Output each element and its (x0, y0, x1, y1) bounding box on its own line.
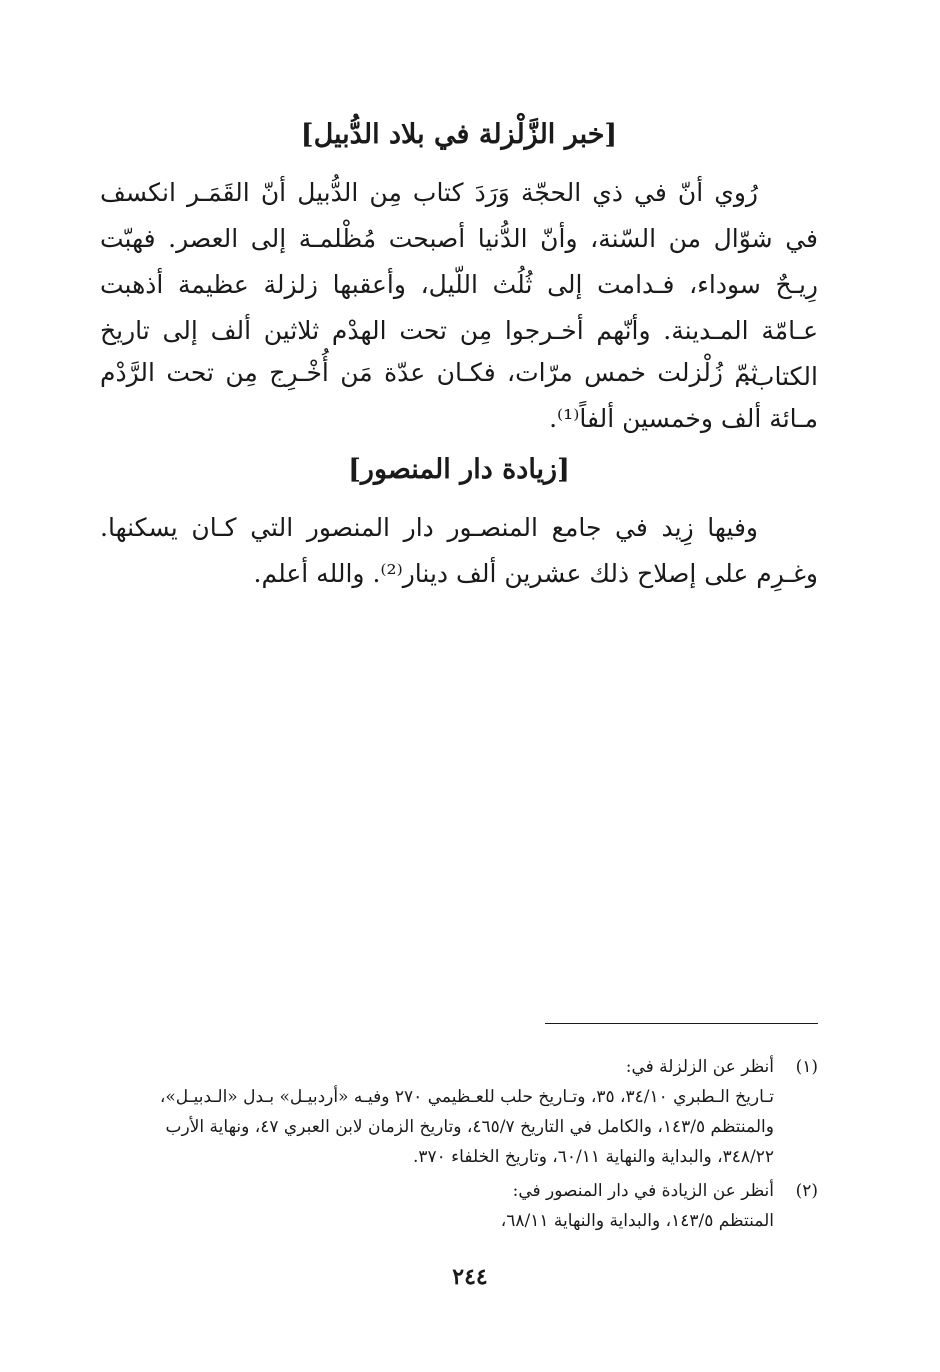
footnote-number: (١) (795, 1057, 818, 1077)
footnote-1 (100, 1052, 818, 1172)
footnote-line: المنتظم ١٤٣/٥، والبداية والنهاية ٦٨/١١، (500, 1211, 774, 1231)
footnote-line: ٣٤٨/٢٢، والبداية والنهاية ٦٠/١١، وتاريخ الخلفاء ٣٧٠. (412, 1147, 774, 1167)
paragraph-earthquake-aftershocks: ثمّ زُلْزلت خمس مرّات، فكـان عدّة مَن أُخْـرِج مِن تحت الرَّدْم مـائة ألف وخمسين ألفاً⁽¹⁾. (100, 358, 818, 433)
section-heading-mansur-house: [زيادة دار المنصور] (348, 454, 570, 485)
paragraph-earthquake-report: رُوي أنّ في ذي الحجّة وَرَدَ كتاب مِن الدُّبيل أنّ القَمَـر انكسف في شوّال من السّنة، وأنّ الدُّنيا أصبحت مُظْلمـة إلى العصر. فهبّت رِيـحٌ سوداء، فـدامت إلى ثُلُث اللّيل، وأعقبها زلزلة عظيمة أذهبت عـامّة المـدينة. وأنّهم أخـرجوا مِن تحت الهدْم ثلاثين ألف إلى تاريخ الكتاب. (100, 178, 818, 391)
footnote-line: تـاريخ الـطبري ٣٤/١٠، ٣٥، وتـاريخ حلب للعـظيمي ٢٧٠ وفيـه «أردبيـل» بـدل «الـدبيـل»، (159, 1087, 774, 1107)
footnote-line: والمنتظم ١٤٣/٥، والكامل في التاريخ ٤٦٥/٧، وتاريخ الزمان لابن العبري ٤٧، ونهاية الأرب (165, 1117, 774, 1137)
page-number: ٢٤٤ (452, 1264, 488, 1290)
footnote-line: أنظر عن الزلزلة في: (625, 1057, 774, 1077)
paragraph-mansur-house: وفيها زِيد في جامع المنصـور دار المنصور التي كـان يسكنها. وغـرِم على إصلاح ذلك عشرين ألف دينار⁽²⁾. والله أعلم. (100, 513, 818, 588)
footnote-divider (545, 1023, 818, 1024)
footnote-line: أنظر عن الزيادة في دار المنصور في: (512, 1181, 774, 1201)
footnote-number: (٢) (795, 1181, 818, 1201)
footnote-2 (100, 1176, 818, 1236)
section-heading-earthquake: [خبر الزَّلْزلة في بلاد الدُّبيل] (300, 119, 618, 150)
